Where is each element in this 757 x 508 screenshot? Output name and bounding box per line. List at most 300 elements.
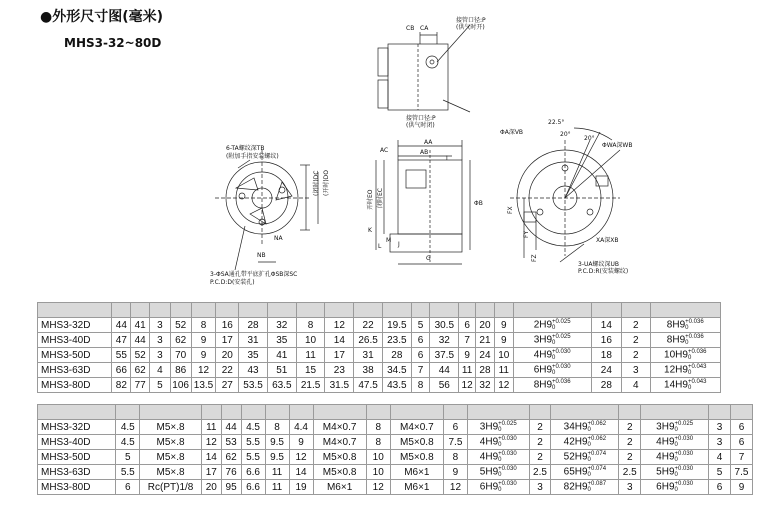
table-cell [38, 450, 116, 465]
table-cell [354, 363, 383, 378]
cell-value: 62 [175, 334, 187, 346]
table-cell [513, 318, 591, 333]
cell-value: M5×.8 [156, 436, 185, 448]
table-cell [411, 378, 430, 393]
cell-value: 15 [305, 364, 317, 376]
table-cell [221, 420, 241, 435]
cell-value: 31.5 [329, 379, 350, 391]
cell-value: 34.5 [387, 364, 407, 376]
table-cell [38, 333, 112, 348]
table-cell [709, 465, 731, 480]
cell-value: 6.6 [246, 466, 260, 478]
cell-value: 12 [372, 481, 384, 493]
table-cell [513, 333, 591, 348]
cell-value: 6 [417, 349, 424, 361]
tolerance: +0.036 0 [685, 334, 704, 346]
table-cell [459, 333, 476, 348]
table-cell [619, 450, 641, 465]
cell-value: 86 [175, 364, 187, 376]
table-cell [551, 435, 619, 450]
tolerance: +0.030 0 [674, 451, 694, 463]
cell-value: 3 [716, 421, 723, 433]
cell-value: 65H9 [563, 466, 588, 478]
table-cell [38, 348, 112, 363]
table-cell [267, 348, 296, 363]
table-cell [112, 363, 131, 378]
cell-value: 10 [372, 466, 384, 478]
cell-value: 9 [200, 349, 207, 361]
cell-value: 12 [449, 481, 462, 493]
table-cell [709, 450, 731, 465]
table-cell [239, 348, 268, 363]
column-header [467, 405, 529, 420]
cell-value: 38 [362, 364, 374, 376]
cell-value: 11 [271, 481, 283, 493]
cell-value: 2 [537, 436, 543, 448]
table-cell [191, 378, 216, 393]
cell-value: 53 [225, 436, 237, 448]
table-cell [641, 450, 709, 465]
svg-text:AB: AB [420, 149, 429, 156]
cell-value: 70 [175, 349, 187, 361]
cell-value: 4H9 [479, 451, 499, 463]
table-cell [131, 348, 150, 363]
cell-value: MHS3-32D [41, 421, 91, 433]
svg-text:AC: AC [380, 147, 389, 154]
cell-value: 11 [305, 349, 316, 361]
table-cell [411, 348, 430, 363]
cell-value: 4 [157, 364, 163, 376]
dimension-table-1 [37, 302, 721, 393]
cell-value: 66 [115, 364, 127, 376]
cell-value: 4 [716, 451, 723, 463]
cell-value: M4×0.7 [322, 421, 357, 433]
table-cell [730, 465, 752, 480]
cell-value: 31 [362, 349, 374, 361]
table-cell [443, 480, 467, 495]
table-cell [216, 333, 239, 348]
table-cell [201, 450, 221, 465]
cell-value: 10 [498, 349, 510, 361]
tolerance: +0.036 0 [685, 319, 704, 331]
cell-value: 26.5 [358, 334, 378, 346]
cell-value: 8H9 [533, 379, 553, 391]
table-cell [265, 420, 289, 435]
table-cell [267, 318, 296, 333]
tolerance: +0.043 0 [687, 364, 707, 376]
svg-text:NA: NA [274, 235, 283, 242]
svg-text:CA: CA [420, 25, 429, 32]
table-cell [354, 333, 383, 348]
svg-text:3-UA螺纹深UB: 3-UA螺纹深UB [578, 261, 619, 268]
cell-value: 6.6 [246, 481, 260, 493]
table-cell [641, 420, 709, 435]
cell-value: 9.5 [270, 436, 284, 448]
table-row [38, 363, 721, 378]
table-cell [116, 465, 140, 480]
cell-value: 17 [333, 349, 345, 361]
svg-text:(供气时开): (供气时开) [456, 24, 485, 31]
table-cell [619, 465, 641, 480]
table-cell [650, 318, 721, 333]
table-cell [641, 480, 709, 495]
table-cell [494, 333, 513, 348]
cell-value: 14 [600, 319, 612, 331]
table-row [38, 333, 721, 348]
table-cell [313, 465, 366, 480]
table-cell [467, 480, 529, 495]
svg-text:P.C.D:D(安装孔): P.C.D:D(安装孔) [210, 279, 255, 286]
table-cell [382, 318, 411, 333]
table-cell [476, 333, 495, 348]
cell-value: 12 [205, 436, 217, 448]
table-cell [38, 318, 112, 333]
table-cell [241, 480, 265, 495]
table-cell [325, 333, 354, 348]
cell-value: 21 [479, 334, 491, 346]
table-cell [467, 450, 529, 465]
cell-value: 14H9 [664, 379, 688, 391]
table-cell [411, 333, 430, 348]
table-cell [191, 318, 216, 333]
table-cell [390, 465, 443, 480]
column-header [289, 405, 313, 420]
cell-value: 9 [500, 334, 507, 346]
table-cell [313, 450, 366, 465]
cell-value: 95 [225, 481, 237, 493]
cell-value: 3 [157, 349, 163, 361]
cell-value: 28 [391, 349, 403, 361]
table-cell [296, 333, 325, 348]
table-cell [366, 450, 390, 465]
cell-value: M5×0.8 [400, 451, 434, 463]
svg-text:FX: FX [507, 206, 514, 214]
table-cell [116, 480, 140, 495]
table-cell [112, 378, 131, 393]
table-cell [131, 378, 150, 393]
cell-value: MHS3-32D [41, 319, 91, 331]
column-header [476, 303, 495, 318]
cell-value: M5×0.8 [322, 451, 357, 463]
column-header [459, 303, 476, 318]
cell-value: 9.5 [270, 451, 284, 463]
svg-text:ΦA深VB: ΦA深VB [500, 129, 524, 136]
cell-value: 17 [205, 466, 217, 478]
table-cell [622, 363, 650, 378]
column-header [325, 303, 354, 318]
table-cell [709, 480, 731, 495]
cell-value: 35 [276, 334, 288, 346]
table-row [38, 450, 753, 465]
cell-value: 12 [498, 379, 510, 391]
table-cell [38, 420, 116, 435]
model-range: MHS3-32~80D [64, 36, 162, 50]
column-header [112, 303, 131, 318]
cell-value: 82H9 [563, 481, 588, 493]
cell-value: 3 [633, 364, 639, 376]
svg-text:FZ: FZ [531, 254, 538, 262]
table-cell [459, 363, 476, 378]
table-cell [709, 435, 731, 450]
column-header [591, 303, 622, 318]
table-cell [267, 363, 296, 378]
cell-value: MHS3-80D [41, 379, 91, 391]
table-cell [325, 318, 354, 333]
tolerance: +0.025 0 [498, 421, 517, 433]
cell-value: 52 [175, 319, 187, 331]
cell-value: MHS3-40D [41, 334, 91, 346]
cell-value: 5 [716, 466, 723, 478]
cell-value: 32 [479, 379, 491, 391]
cell-value: 62 [225, 451, 237, 463]
tolerance: +0.030 0 [674, 466, 694, 478]
tolerance: +0.030 0 [498, 466, 517, 478]
cell-value: M5×0.8 [400, 436, 434, 448]
table-cell [216, 318, 239, 333]
cell-value: 5.5 [246, 436, 260, 448]
cell-value: 3H9 [479, 421, 499, 433]
svg-text:(开时)DO: (开时)DO [323, 169, 330, 196]
cell-value: 8 [274, 421, 280, 433]
cell-value: 6 [125, 481, 131, 493]
table-cell [150, 348, 171, 363]
table-cell [591, 318, 622, 333]
cell-value: 6 [738, 421, 745, 433]
table-cell [221, 465, 241, 480]
table-cell [591, 333, 622, 348]
table-cell [131, 363, 150, 378]
cell-value: 18 [600, 349, 612, 361]
table-cell [354, 348, 383, 363]
cell-value: 6H9 [533, 364, 553, 376]
tolerance: +0.074 0 [587, 451, 607, 463]
cell-value: MHS3-40D [41, 436, 91, 448]
tolerance: +0.036 0 [687, 349, 707, 361]
table-1-header [38, 303, 721, 318]
table-cell [591, 378, 622, 393]
tolerance: +0.062 0 [587, 436, 607, 448]
table-cell [313, 420, 366, 435]
cell-value: 44 [115, 319, 127, 331]
table-cell [366, 480, 390, 495]
cell-value: 7.5 [734, 466, 749, 478]
table-cell [150, 378, 171, 393]
table-cell [382, 333, 411, 348]
cell-value: M5×.8 [156, 451, 185, 463]
table-cell [366, 435, 390, 450]
table-cell [650, 378, 721, 393]
cell-value: 12 [295, 451, 307, 463]
cell-value: 6H9 [479, 481, 499, 493]
cell-value: Rc(PT)1/8 [147, 481, 194, 493]
cell-value: 3 [157, 334, 163, 346]
tolerance: +0.087 0 [587, 481, 607, 493]
svg-text:ΦB: ΦB [474, 200, 483, 207]
table-cell [140, 480, 202, 495]
cell-value: MHS3-63D [41, 364, 91, 376]
cell-value: 63.5 [272, 379, 292, 391]
column-header [296, 303, 325, 318]
tolerance: +0.030 0 [674, 436, 694, 448]
cell-value: M5×.8 [156, 466, 185, 478]
table-cell [730, 420, 752, 435]
column-header [382, 303, 411, 318]
table-cell [296, 318, 325, 333]
table-cell [459, 378, 476, 393]
table-cell [591, 363, 622, 378]
table-cell [313, 480, 366, 495]
table-cell [116, 435, 140, 450]
cell-value: 43.5 [387, 379, 407, 391]
column-header [140, 405, 202, 420]
table-cell [513, 378, 591, 393]
cell-value: 20 [205, 481, 217, 493]
cell-value: 44 [225, 421, 237, 433]
tolerance: +0.074 0 [587, 466, 607, 478]
table-cell [170, 363, 191, 378]
table-cell [513, 363, 591, 378]
table-cell [430, 333, 459, 348]
table-cell [325, 378, 354, 393]
table-cell [150, 318, 171, 333]
table-row [38, 378, 721, 393]
table-cell [221, 450, 241, 465]
table-cell [131, 318, 150, 333]
column-header [221, 405, 241, 420]
cell-value: 41 [134, 319, 146, 331]
svg-text:6-TA螺纹深TB: 6-TA螺纹深TB [226, 145, 265, 152]
column-header [150, 303, 171, 318]
cell-value: 5.5 [246, 451, 260, 463]
table-cell [494, 348, 513, 363]
cell-value: 30.5 [434, 319, 455, 331]
cell-value: 7 [738, 451, 745, 463]
cell-value: 9 [500, 319, 507, 331]
cell-value: 3H9 [656, 421, 675, 433]
cell-value: 11 [206, 421, 217, 433]
cell-value: M4×0.7 [322, 436, 357, 448]
table-cell [467, 465, 529, 480]
svg-text:3-ΦSA通孔带平底扩孔ΦSB深SC: 3-ΦSA通孔带平底扩孔ΦSB深SC [210, 271, 298, 278]
cell-value: 53.5 [243, 379, 263, 391]
cell-value: 23.5 [387, 334, 407, 346]
column-header [513, 303, 591, 318]
cell-value: 28 [479, 364, 491, 376]
cell-value: 82 [115, 379, 127, 391]
cell-value: 42H9 [563, 436, 588, 448]
top-side-view [378, 25, 470, 112]
table-cell [411, 363, 430, 378]
cell-value: 44 [438, 364, 450, 376]
cell-value: 4H9 [479, 436, 499, 448]
cell-value: 24 [479, 349, 491, 361]
cell-value: 12 [197, 364, 210, 376]
table-cell [730, 435, 752, 450]
cell-value: M6×1 [326, 481, 353, 493]
cell-value: 10H9 [664, 349, 688, 361]
table-cell [650, 333, 721, 348]
table-cell [430, 348, 459, 363]
cell-value: M6×1 [404, 481, 430, 493]
cell-value: M5×.8 [156, 421, 185, 433]
cell-value: 8 [375, 436, 382, 448]
cell-value: 8 [200, 319, 207, 331]
cell-value: 32 [276, 319, 288, 331]
cell-value: 2 [626, 436, 633, 448]
table-cell [529, 450, 551, 465]
table-cell [38, 363, 112, 378]
table-cell [730, 450, 752, 465]
cell-value: 11 [498, 364, 509, 376]
table-cell [289, 435, 313, 450]
column-header [170, 303, 191, 318]
table-cell [221, 435, 241, 450]
cell-value: 10 [305, 334, 317, 346]
cell-value: 4H9 [656, 451, 675, 463]
table-cell [641, 435, 709, 450]
table-cell [221, 480, 241, 495]
table-cell [38, 378, 112, 393]
table-cell [241, 465, 265, 480]
cell-value: 14 [205, 451, 217, 463]
cell-value: 6 [452, 421, 459, 433]
column-header [131, 303, 150, 318]
dimension-table-2 [37, 404, 753, 495]
column-header [265, 405, 289, 420]
cell-value: MHS3-50D [41, 349, 91, 361]
table-cell [354, 378, 383, 393]
table-row [38, 435, 753, 450]
cell-value: 21.5 [300, 379, 321, 391]
table-cell [239, 333, 268, 348]
side-section-view [376, 140, 470, 264]
column-header [38, 303, 112, 318]
cell-value: 12H9 [664, 364, 688, 376]
cell-value: 47 [115, 334, 127, 346]
cell-value: 34H9 [563, 421, 588, 433]
svg-text:L: L [378, 243, 382, 250]
cell-value: 22 [221, 364, 233, 376]
table-cell [289, 465, 313, 480]
cell-value: 6H9 [656, 481, 675, 493]
table-cell [140, 420, 202, 435]
table-cell [296, 348, 325, 363]
table-cell [289, 480, 313, 495]
cell-value: 5.5 [120, 466, 135, 478]
cell-value: 4.4 [294, 421, 308, 433]
table-cell [619, 420, 641, 435]
table-cell [459, 348, 476, 363]
tolerance: +0.025 0 [552, 319, 571, 331]
column-header [241, 405, 265, 420]
table-cell [443, 435, 467, 450]
cell-value: 9 [738, 481, 745, 493]
table-cell [529, 435, 551, 450]
table-cell [38, 465, 116, 480]
column-header [201, 405, 221, 420]
cell-value: 12 [333, 319, 345, 331]
column-header [239, 303, 268, 318]
table-cell [325, 363, 354, 378]
table-cell [467, 435, 529, 450]
table-cell [265, 450, 289, 465]
table-cell [476, 318, 495, 333]
cell-value: 2.5 [622, 466, 637, 478]
table-cell [650, 363, 721, 378]
table-cell [382, 363, 411, 378]
table-cell [140, 465, 202, 480]
table-cell [467, 420, 529, 435]
